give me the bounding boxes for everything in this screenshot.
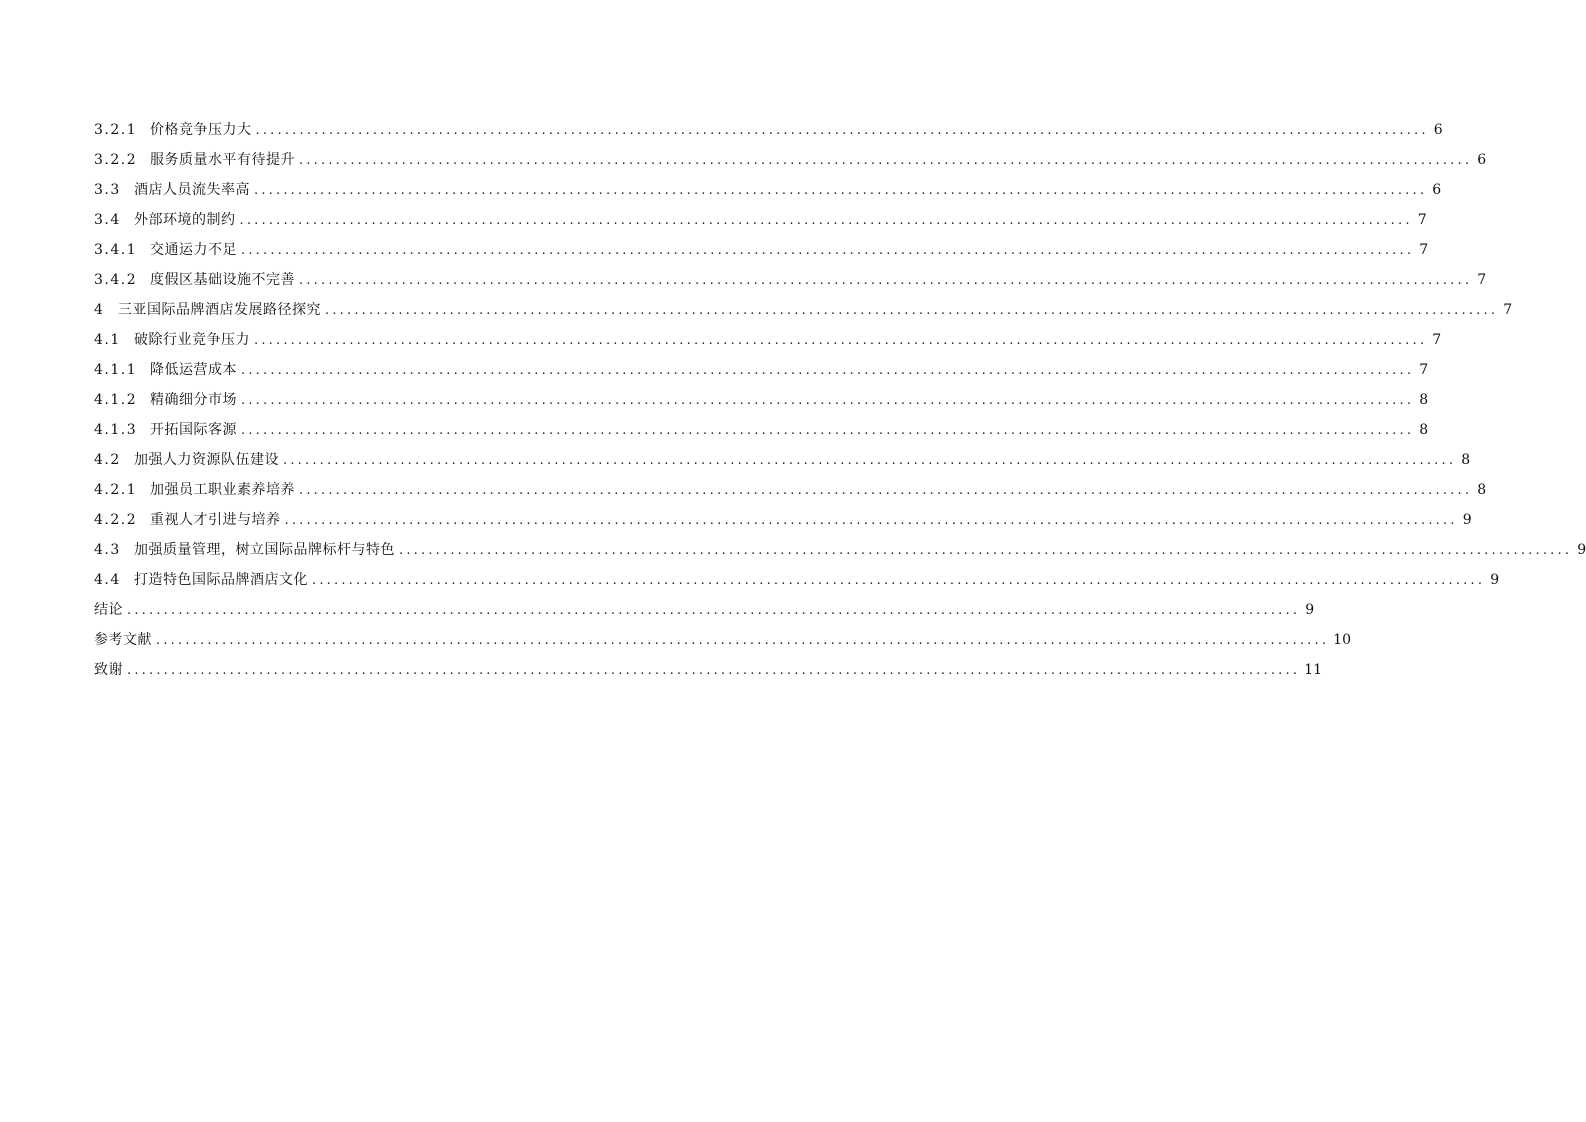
toc-entry-page: 9 <box>1577 542 1586 558</box>
toc-entry-title: 加强人力资源队伍建设 <box>134 452 279 468</box>
toc-dot-leader: ................................................................................................................................................................ <box>299 483 1473 498</box>
toc-entry-number: 4.1 <box>94 332 121 348</box>
toc-entry[interactable] <box>94 415 1429 445</box>
toc-entry-page: 9 <box>1490 572 1500 588</box>
toc-entry-title: 结论 <box>94 602 123 618</box>
toc-dot-leader: ................................................................................................................................................................ <box>284 513 1458 528</box>
toc-entry-title: 交通运力不足 <box>150 242 237 258</box>
toc-entry-title: 重视人才引进与培养 <box>150 512 281 528</box>
toc-entry-number: 3.4.1 <box>94 242 138 258</box>
toc-dot-leader: ................................................................................................................................................................ <box>254 183 1428 198</box>
toc-dot-leader: ................................................................................................................................................................ <box>255 123 1429 138</box>
toc-entry-number: 4.3 <box>94 542 121 558</box>
toc-entry-page: 9 <box>1305 602 1315 618</box>
toc-entry-title: 加强员工职业素养培养 <box>150 482 295 498</box>
toc-entry-number: 4.2.1 <box>94 482 138 498</box>
toc-entry-number: 3.3 <box>94 182 121 198</box>
toc-entry[interactable] <box>94 625 1351 655</box>
table-of-contents <box>94 115 1586 685</box>
toc-entry-title: 加强质量管理，树立国际品牌标杆与特色 <box>134 542 395 558</box>
toc-entry[interactable] <box>94 475 1487 505</box>
toc-entry-number: 4.1.3 <box>94 422 138 438</box>
toc-entry[interactable] <box>94 295 1513 325</box>
toc-entry-number: 3.2.2 <box>94 152 138 168</box>
toc-entry[interactable] <box>94 595 1315 625</box>
toc-entry[interactable] <box>94 325 1442 355</box>
toc-dot-leader: ................................................................................................................................................................ <box>283 453 1457 468</box>
toc-entry-number: 4.2.2 <box>94 512 138 528</box>
toc-entry-page: 8 <box>1477 482 1487 498</box>
toc-dot-leader: ................................................................................................................................................................ <box>312 573 1486 588</box>
toc-entry-title: 降低运营成本 <box>150 362 237 378</box>
toc-entry[interactable] <box>94 175 1442 205</box>
toc-entry-title: 打造特色国际品牌酒店文化 <box>134 572 308 588</box>
toc-entry-page: 6 <box>1477 152 1487 168</box>
toc-dot-leader: ................................................................................................................................................................ <box>156 633 1330 648</box>
toc-entry-title: 开拓国际客源 <box>150 422 237 438</box>
toc-entry[interactable] <box>94 445 1471 475</box>
toc-entry-title: 酒店人员流失率高 <box>134 182 250 198</box>
toc-entry-number: 4.4 <box>94 572 121 588</box>
toc-entry-page: 10 <box>1333 632 1351 648</box>
toc-entry-title: 精确细分市场 <box>150 392 237 408</box>
toc-entry-title: 价格竞争压力大 <box>150 122 252 138</box>
toc-entry-number: 4 <box>94 302 105 318</box>
toc-entry[interactable] <box>94 565 1500 595</box>
toc-dot-leader: ................................................................................................................................................................ <box>299 153 1473 168</box>
toc-entry[interactable] <box>94 535 1586 565</box>
toc-entry[interactable] <box>94 355 1429 385</box>
toc-dot-leader: ................................................................................................................................................................ <box>254 333 1428 348</box>
toc-entry-page: 8 <box>1419 392 1429 408</box>
toc-entry-page: 7 <box>1503 302 1513 318</box>
toc-entry-number: 4.1.1 <box>94 362 138 378</box>
toc-dot-leader: ................................................................................................................................................................ <box>399 543 1573 558</box>
toc-entry-title: 服务质量水平有待提升 <box>150 152 295 168</box>
toc-entry-page: 7 <box>1419 362 1429 378</box>
toc-entry[interactable] <box>94 655 1322 685</box>
toc-entry-title: 破除行业竞争压力 <box>134 332 250 348</box>
toc-dot-leader: ................................................................................................................................................................ <box>241 393 1415 408</box>
toc-entry[interactable] <box>94 115 1443 145</box>
toc-entry[interactable] <box>94 385 1429 415</box>
toc-entry-title: 参考文献 <box>94 632 152 648</box>
toc-dot-leader: ................................................................................................................................................................ <box>127 663 1301 678</box>
toc-entry-number: 4.1.2 <box>94 392 138 408</box>
toc-entry-page: 11 <box>1304 662 1322 678</box>
toc-entry-page: 7 <box>1419 242 1429 258</box>
toc-entry[interactable] <box>94 205 1427 235</box>
toc-entry[interactable] <box>94 265 1487 295</box>
toc-entry-page: 6 <box>1432 182 1442 198</box>
toc-entry-number: 4.2 <box>94 452 121 468</box>
toc-entry-page: 7 <box>1477 272 1487 288</box>
toc-entry-number: 3.4.2 <box>94 272 138 288</box>
toc-entry-number: 3.2.1 <box>94 122 138 138</box>
toc-dot-leader: ................................................................................................................................................................ <box>239 213 1413 228</box>
toc-entry-page: 7 <box>1417 212 1427 228</box>
toc-entry-title: 致谢 <box>94 662 123 678</box>
toc-entry-page: 9 <box>1462 512 1472 528</box>
toc-entry-page: 8 <box>1419 422 1429 438</box>
toc-entry-number: 3.4 <box>94 212 121 228</box>
toc-entry-title: 度假区基础设施不完善 <box>150 272 295 288</box>
toc-entry-page: 7 <box>1432 332 1442 348</box>
toc-entry-title: 三亚国际品牌酒店发展路径探究 <box>118 302 321 318</box>
toc-entry[interactable] <box>94 235 1429 265</box>
toc-dot-leader: ................................................................................................................................................................ <box>127 603 1301 618</box>
toc-dot-leader: ................................................................................................................................................................ <box>241 363 1415 378</box>
toc-dot-leader: ................................................................................................................................................................ <box>299 273 1473 288</box>
toc-entry-page: 6 <box>1433 122 1443 138</box>
toc-entry[interactable] <box>94 505 1472 535</box>
toc-dot-leader: ................................................................................................................................................................ <box>241 243 1415 258</box>
toc-dot-leader: ................................................................................................................................................................ <box>325 303 1499 318</box>
toc-entry-title: 外部环境的制约 <box>134 212 236 228</box>
toc-entry[interactable] <box>94 145 1487 175</box>
toc-dot-leader: ................................................................................................................................................................ <box>241 423 1415 438</box>
toc-entry-page: 8 <box>1461 452 1471 468</box>
